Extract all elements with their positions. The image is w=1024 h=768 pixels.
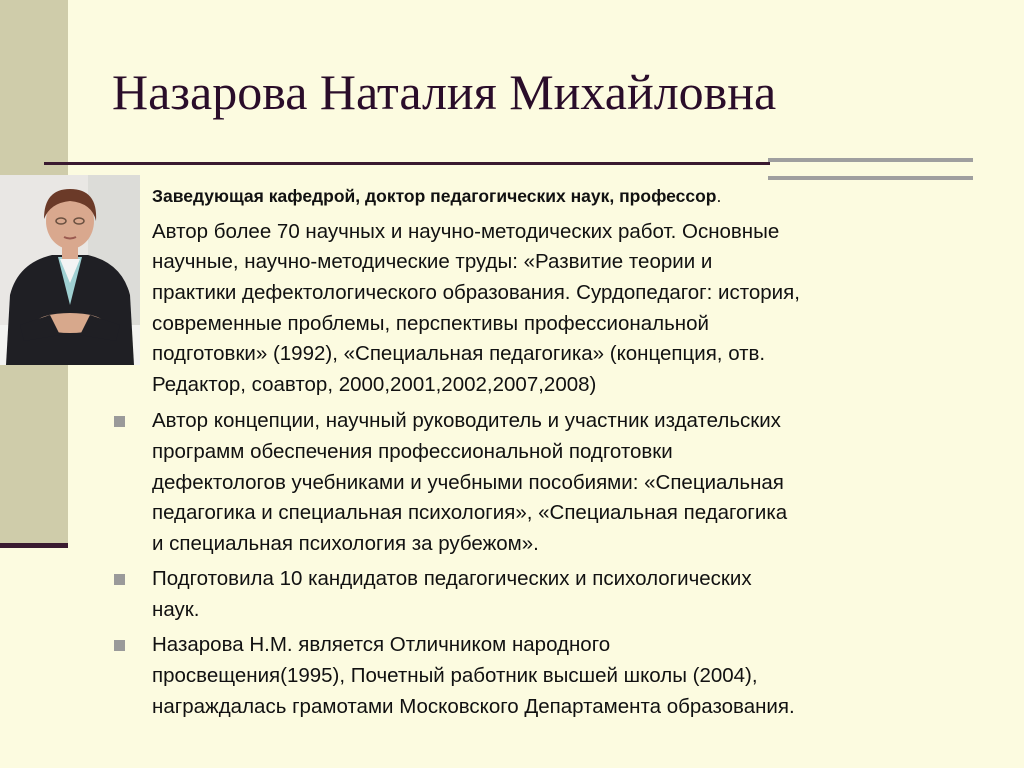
square-bullet-icon: [114, 574, 125, 585]
portrait-photo: [0, 175, 140, 365]
list-item-line: награждалась грамотами Московского Департамента образования.: [152, 694, 795, 718]
paragraph-line: Редактор, соавтор, 2000,2001,2002,2007,2008): [152, 372, 597, 396]
list-item-line: программ обеспечения профессиональной подготовки: [152, 439, 673, 463]
publications-paragraph: [152, 217, 982, 401]
paragraph-line: научные, научно-методические труды: «Развитие теории и: [152, 250, 713, 274]
list-item-line: Подготовила 10 кандидатов педагогических и психологических: [152, 567, 752, 591]
list-item-line: педагогика и специальная психология», «Специальная педагогика: [152, 501, 788, 525]
title-divider: [44, 162, 770, 165]
list-item-line: Назарова Н.М. является Отличником народного: [152, 633, 611, 657]
list-item-line: Автор концепции, научный руководитель и участник издательских: [152, 409, 781, 433]
achievements-list: [152, 406, 982, 722]
position-heading-period: .: [716, 186, 722, 206]
paragraph-line: Автор более 70 научных и научно-методических работ. Основные: [152, 219, 780, 243]
paragraph-line: современные проблемы, перспективы профессиональной: [152, 311, 709, 335]
paragraph-line: практики дефектологического образования. Сурдопедагог: история,: [152, 280, 800, 304]
square-bullet-icon: [114, 416, 125, 427]
slide-content: [152, 185, 982, 727]
position-heading-text: Заведующая кафедрой, доктор педагогических наук, профессор: [152, 186, 717, 206]
sidebar-rule: [0, 543, 68, 548]
slide-title: Назарова Наталия Михайловна: [112, 64, 777, 120]
paragraph-line: подготовки» (1992), «Специальная педагогика» (концепция, отв.: [152, 342, 766, 366]
list-item: [152, 630, 982, 722]
list-item-line: наук.: [152, 597, 200, 621]
list-item-line: и специальная психология за рубежом».: [152, 531, 539, 555]
title-divider-accent: [768, 158, 973, 180]
square-bullet-icon: [114, 640, 125, 651]
list-item: [152, 564, 982, 625]
list-item-line: дефектологов учебниками и учебными пособиями: «Специальная: [152, 470, 784, 494]
list-item-line: просвещения(1995), Почетный работник высшей школы (2004),: [152, 664, 758, 688]
list-item: [152, 406, 982, 559]
position-heading: [152, 185, 982, 208]
